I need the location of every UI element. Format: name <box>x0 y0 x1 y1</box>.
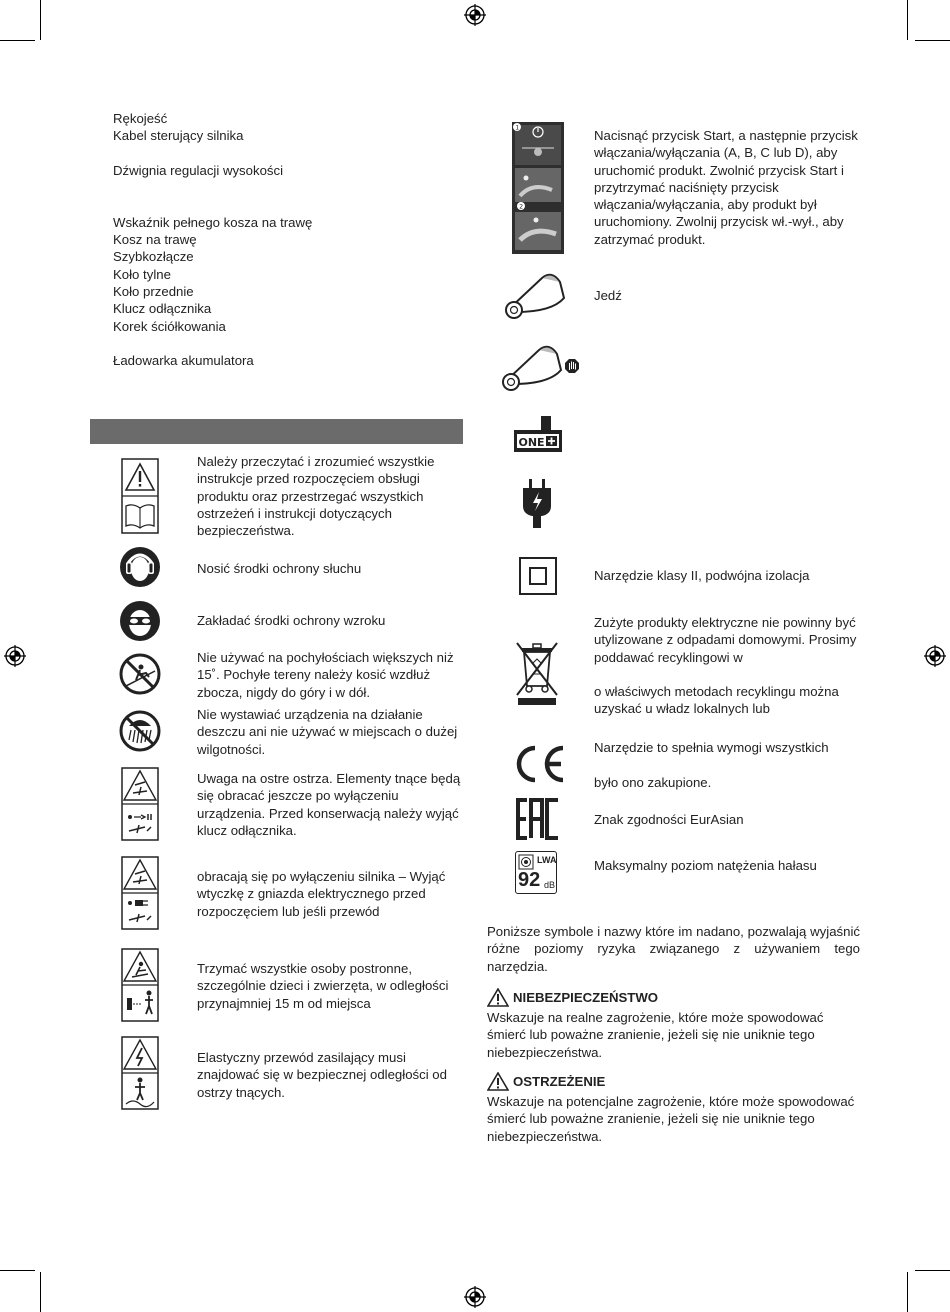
parts-list-item: Korek ściółkowania <box>113 318 226 334</box>
class-ii-icon <box>518 556 558 596</box>
cord-icon <box>121 1036 159 1110</box>
parts-list-item: Szybkozłącze <box>113 249 194 265</box>
bystanders-icon <box>121 948 159 1022</box>
crop-mark <box>0 1270 35 1271</box>
danger-text: Wskazuje na realne zagrożenie, które może spowodować śmierć lub poważne zranienie, jeżeli się nie uniknie tego niebezpieczeństwa. <box>487 1010 824 1060</box>
parts-list-item <box>113 179 453 196</box>
battery-one-plus-icon <box>512 415 564 455</box>
class-ii-text: Narzędzie klasy II, podwójna izolacja <box>594 568 810 583</box>
crop-mark <box>0 40 35 41</box>
mower-stop-icon <box>495 334 583 394</box>
svg-text:2: 2 <box>519 203 524 211</box>
parts-list-item <box>113 335 453 352</box>
svg-text:1: 1 <box>515 124 520 132</box>
lwa-value: 92 <box>518 869 541 891</box>
read-manual-text: Należy przeczytać i zrozumieć wszystkie instrukcje przed rozpoczęciem obsługi produktu oraz przestrzegać wszystkich ostrzeżeń i instrukcji dotyczących bezpieczeństwa. <box>197 454 435 539</box>
eac-text: Znak zgodności EurAsian <box>594 812 744 827</box>
crop-mark <box>40 1272 41 1312</box>
weee-text-1: Zużyte produkty elektryczne nie powinny być utylizowane z odpadami domowymi. Prosimy poddawać recyklingowi w <box>594 615 857 665</box>
parts-list-item: Koło tylne <box>113 266 171 282</box>
rain-text: Nie wystawiać urządzenia na działanie deszczu ani nie używać w miejscach o dużej wilgotności. <box>197 707 458 757</box>
start-text: Nacisnąć przycisk Start, a następnie przycisk włączania/wyłączania (A, B, C lub D), aby uruchomić produkt. Zwolnić przycisk Start i przytrzymać naciśnięty przycisk włączania/wyłączania, aby produkt był uruchomiony. Zwolnij przycisk wł.-wył., aby zatrzymać produkt. <box>594 128 858 247</box>
parts-list-item: Rękojeść <box>113 111 168 126</box>
warning-title: OSTRZEŻENIE <box>513 1074 606 1089</box>
lwa-label: LWA <box>537 855 557 865</box>
registration-mark-icon <box>4 645 26 667</box>
eye-protection-icon <box>119 600 161 642</box>
eac-mark-icon <box>515 798 561 840</box>
bystanders-text: Trzymać wszystkie osoby postronne, szczególnie dzieci i zwierzęta, w odległości przynajmniej 15 m od miejsca <box>197 961 449 1011</box>
go-text: Jedź <box>594 288 622 303</box>
ce-text-2: było ono zakupione. <box>594 775 712 790</box>
parts-list-item <box>113 145 453 162</box>
parts-list-item: Klucz odłącznika <box>113 301 212 317</box>
blades-key-icon <box>121 767 159 841</box>
blades-key-text: Uwaga na ostre ostrza. Elementy tnące będą się obracać jeszcze po wyłączeniu urządzenia. Przed konserwacją należy wyjąć klucz odłącznika. <box>197 771 461 838</box>
parts-list <box>113 110 453 369</box>
crop-mark <box>915 1270 950 1271</box>
parts-list-item: Koło przednie <box>113 283 194 299</box>
weee-bin-icon <box>514 640 560 706</box>
lwa-text: Maksymalny poziom natężenia hałasu <box>594 858 817 873</box>
danger-title: NIEBEZPIECZEŃSTWO <box>513 990 659 1005</box>
blades-plug-icon <box>121 856 159 930</box>
warning-triangle-icon <box>487 988 509 1007</box>
ce-mark-icon <box>511 744 567 784</box>
no-slopes-icon <box>119 653 161 695</box>
parts-list-item: Kosz na trawę <box>113 232 197 248</box>
registration-mark-icon <box>924 645 946 667</box>
power-plug-icon <box>520 478 554 530</box>
cord-text: Elastyczny przewód zasilający musi znajdować się w bezpiecznej odległości od ostrzy tnących. <box>197 1050 447 1100</box>
no-rain-icon <box>119 710 161 752</box>
sound-speaker-icon <box>518 854 534 870</box>
ce-text-1: Narzędzie to spełnia wymogi wszystkich <box>594 740 829 755</box>
eyes-text: Zakładać środki ochrony wzroku <box>197 613 386 628</box>
crop-mark <box>40 0 41 40</box>
mower-go-icon <box>502 268 566 322</box>
slopes-text: Nie używać na pochyłościach większych niż 15˚. Pochyłe tereny należy kosić wzdłuż zbocza, nigdy do góry i w dół. <box>197 650 454 700</box>
lwa-noise-box <box>515 851 557 894</box>
svg-text:ONE: ONE <box>518 436 545 449</box>
parts-list-item: Wskaźnik pełnego kosza na trawę <box>113 214 313 230</box>
weee-text-2: o właściwych metodach recyklingu można uzyskać u władz lokalnych lub <box>594 684 839 717</box>
section-header-bar <box>90 419 463 444</box>
crop-mark <box>915 40 950 41</box>
danger-heading <box>487 988 860 1007</box>
parts-list-item: Ładowarka akumulatora <box>113 353 254 369</box>
registration-mark-icon <box>464 1286 486 1308</box>
parts-list-item <box>113 196 453 213</box>
warning-triangle-icon <box>487 1072 509 1091</box>
crop-mark <box>907 1272 908 1312</box>
intro-paragraph: Poniższe symbole i nazwy które im nadano, pozwalają wyjaśnić różne poziomy ryzyka związanego z używaniem tego narzędzia. <box>487 924 860 974</box>
lwa-unit: dB <box>544 880 556 890</box>
parts-list-item: Kabel sterujący silnika <box>113 128 244 144</box>
blades-plug-text: obracają się po wyłączeniu silnika – Wyjąć wtyczkę z gniazda elektrycznego przed rozpoczęciem lub jeśli przewód <box>197 869 446 919</box>
ear-protection-icon <box>119 546 161 588</box>
registration-mark-icon <box>464 4 486 26</box>
read-manual-icon <box>121 458 159 534</box>
hearing-text: Nosić środki ochrony słuchu <box>197 561 362 576</box>
parts-list-item: Dźwignia regulacji wysokości <box>113 162 284 178</box>
warning-text: Wskazuje na potencjalne zagrożenie, które może spowodować śmierć lub poważne zranienie, jeżeli się nie uniknie tego niebezpieczeństwa. <box>487 1094 855 1144</box>
start-sequence-icon <box>512 122 564 254</box>
warning-heading <box>487 1072 860 1091</box>
crop-mark <box>907 0 908 40</box>
